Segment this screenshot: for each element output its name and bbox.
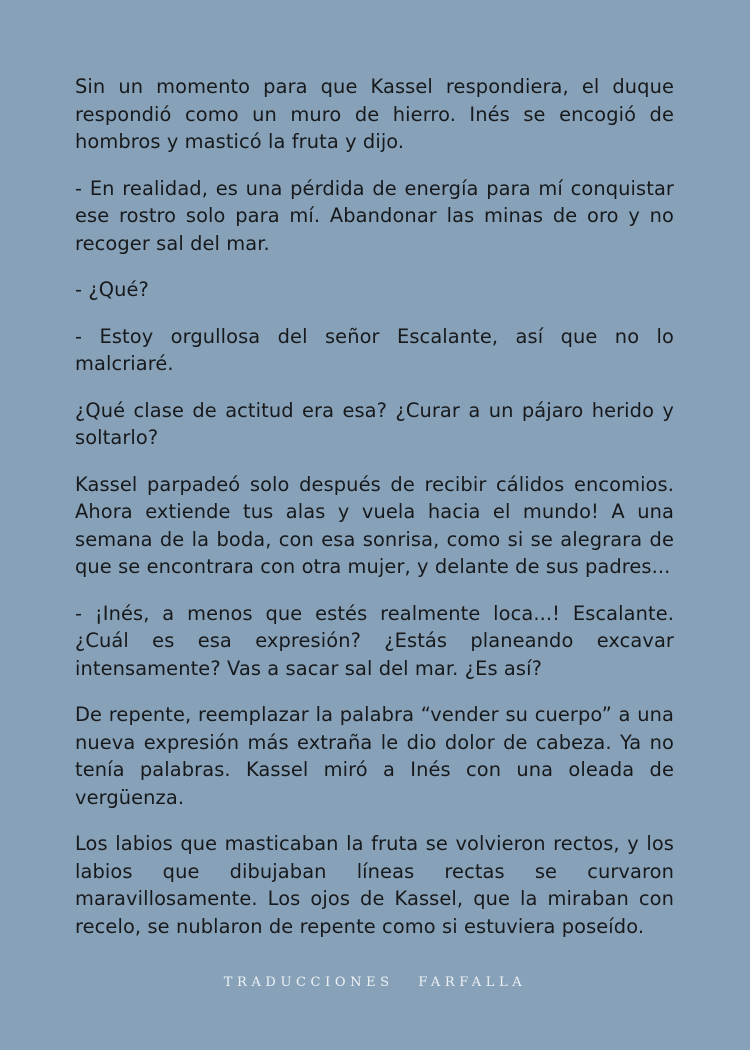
footer-credit xyxy=(0,975,750,990)
paragraph-7: - ¡Inés, a menos que estés realmente loca...! Escalante. ¿Cuál es esa expresión? ¿Estás planeando excavar intensamente? Vas a sacar sal del mar. ¿Es así? xyxy=(75,601,674,680)
paragraph-2: - En realidad, es una pérdida de energía para mí conquistar ese rostro solo para mí. Abandonar las minas de oro y no recoger sal del mar. xyxy=(75,176,674,255)
paragraph-3: - ¿Qué? xyxy=(75,278,149,301)
paragraph-6: Kassel parpadeó solo después de recibir cálidos encomios. Ahora extiende tus alas y vuela hacia el mundo! A una semana de la boda, con esa sonrisa, como si se alegrara de que se encontrara con otra mujer, y delante de sus padres... xyxy=(75,472,674,578)
paragraph-8: De repente, reemplazar la palabra “vender su cuerpo” a una nueva expresión más extraña le dio dolor de cabeza. Ya no tenía palabras. Kassel miró a Inés con una oleada de vergüenza. xyxy=(75,703,674,809)
footer-word-1: TRADUCCIONES xyxy=(223,975,394,990)
paragraph-1: Sin un momento para que Kassel respondiera, el duque respondió como un muro de hierro. Inés se encogió de hombros y masticó la fruta y dijo. xyxy=(75,75,674,153)
paragraph-4: - Estoy orgullosa del señor Escalante, así que no lo malcriaré. xyxy=(75,324,674,375)
paragraph-5: ¿Qué clase de actitud era esa? ¿Curar a un pájaro herido y soltarlo? xyxy=(75,398,674,449)
page-body xyxy=(75,73,674,959)
paragraph-9: Los labios que masticaban la fruta se volvieron rectos, y los labios que dibujaban líneas rectas se curvaron maravillosamente. Los ojos de Kassel, que la miraban con recelo, se nublaron de repente como si estuviera poseído. xyxy=(75,832,674,938)
footer-word-2: FARFALLA xyxy=(418,975,527,990)
